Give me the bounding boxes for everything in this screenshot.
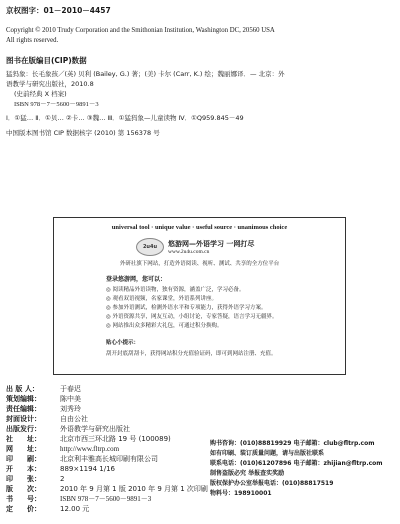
cip-line: 猛犸象：长毛象孩／(英) 贝利 (Bailey, G.) 著；(美) 卡尔 (Carr, K.) 绘；魏丽娜译．— 北京：外 [6, 70, 285, 78]
planning-editor-label: 策划编辑： [6, 395, 41, 403]
edition-value: 2010 年 9 月第 1 版 2010 年 9 月第 1 次印刷 [60, 485, 208, 493]
editor-value: 刘秀玲 [60, 405, 81, 413]
cip-line: (史前经典 X 档案) [14, 90, 67, 98]
copyright-line: Copyright © 2010 Trudy Corporation and the Smithonian Institution, Washington DC, 20560 USA [6, 27, 275, 34]
cip-isbn: ISBN 978－7－5600－9891－3 [14, 101, 99, 108]
address-label: 社 址： [6, 435, 41, 443]
list-item: ◎ 参加外语测试，检测外语水平和专项能力，获得外语学习方案。 [106, 305, 267, 311]
isbn-value: ISBN 978－7－5600－9891－3 [60, 495, 152, 503]
website-label: 网 址： [6, 445, 41, 453]
printer-value: 北京利丰雅高长城印刷有限公司 [60, 455, 158, 463]
rights-reserved: All rights reserved. [6, 37, 59, 44]
login-heading: 登录悠游网，您可以： [106, 276, 167, 283]
list-item: ◎ 网站推出众多精彩大礼包，可通过积分换购。 [106, 323, 223, 329]
list-item: ◎ 观看双语视频，名家课堂，外语系列讲座。 [106, 296, 218, 302]
edition-label: 版 次： [6, 485, 41, 493]
cover-design-value: 自由公社 [60, 415, 88, 423]
price-value: 12.00 元 [60, 505, 90, 513]
ad-url: www.2u4u.com.cn [168, 249, 210, 255]
editor-label: 责任编辑： [6, 405, 41, 413]
distributor-value: 外语教学与研究出版社 [60, 425, 130, 433]
sheets-value: 2 [60, 475, 65, 483]
publisher-label: 出 版 人： [6, 385, 39, 393]
contact-line: 联系电话：(010)61207896 电子邮箱：zhijian@fltrp.com [210, 460, 383, 467]
price-label: 定 价： [6, 505, 41, 513]
sheets-label: 印 张： [6, 475, 41, 483]
website-value: http://www.fltrp.com [60, 445, 120, 453]
contact-line: 制售盗版必究 举报查实奖励 [210, 470, 285, 477]
material-number: 物料号：198910001 [210, 490, 272, 497]
contact-line: 购书咨询：(010)88819929 电子邮箱：club@fltrp.com [210, 440, 375, 447]
planning-editor-value: 陈中美 [60, 395, 81, 403]
cover-design-label: 封面设计： [6, 415, 41, 423]
list-item: ◎ 阅读精品外语读物，独有资源，涵盖广泛，学习必备。 [106, 287, 245, 293]
publisher-value: 于春迟 [60, 385, 81, 393]
ad-tagline: universal tool · unique value · useful source · unanimous choice [111, 224, 288, 231]
ad-brand: 悠游网—外语学习 一网打尽 [168, 240, 255, 248]
cip-record-number: 中国版本图书馆 CIP 数据核字 (2010) 第 156378 号 [6, 129, 160, 137]
format-label: 开 本： [6, 465, 41, 473]
cip-classification: Ⅰ．①猛… Ⅱ．①贝… ②卡… ③魏… Ⅲ．①猛犸象—儿童读物 Ⅳ．①Q959.845－49 [6, 114, 244, 122]
ad-slogan: 外研社旗下网站，打造外语阅读、视听、测试、共享的全方位平台 [119, 261, 280, 267]
format-value: 889×1194 1/16 [60, 465, 115, 473]
cip-heading: 图书在版编目(CIP)数据 [6, 56, 87, 65]
cip-line: 语教学与研究出版社，2010.8 [6, 80, 94, 88]
contact-line: 如有印刷、装订质量问题，请与出版社联系 [210, 450, 325, 457]
contact-line: 版权保护办公室举报电话：(010)88817519 [210, 480, 334, 487]
website-ad-box [53, 217, 346, 375]
tip-heading: 贴心小提示： [106, 340, 140, 346]
printer-label: 印 刷： [6, 455, 41, 463]
list-item: ◎ 外语资源共享，网友互动，小组讨论，专家答疑，语言学习无疆界。 [106, 314, 278, 320]
site-logo: 2u4u [136, 238, 164, 256]
tip-text: 刮开封底刮刮卡，获得网站积分充值验证码，即可到网站注册、充值。 [106, 351, 277, 357]
address-value: 北京市西三环北路 19 号 (100089) [60, 435, 171, 443]
isbn-label: 书 号： [6, 495, 41, 503]
distributor-label: 出版发行： [6, 425, 41, 433]
license-number: 京权图字：01－2010－4457 [6, 6, 111, 15]
